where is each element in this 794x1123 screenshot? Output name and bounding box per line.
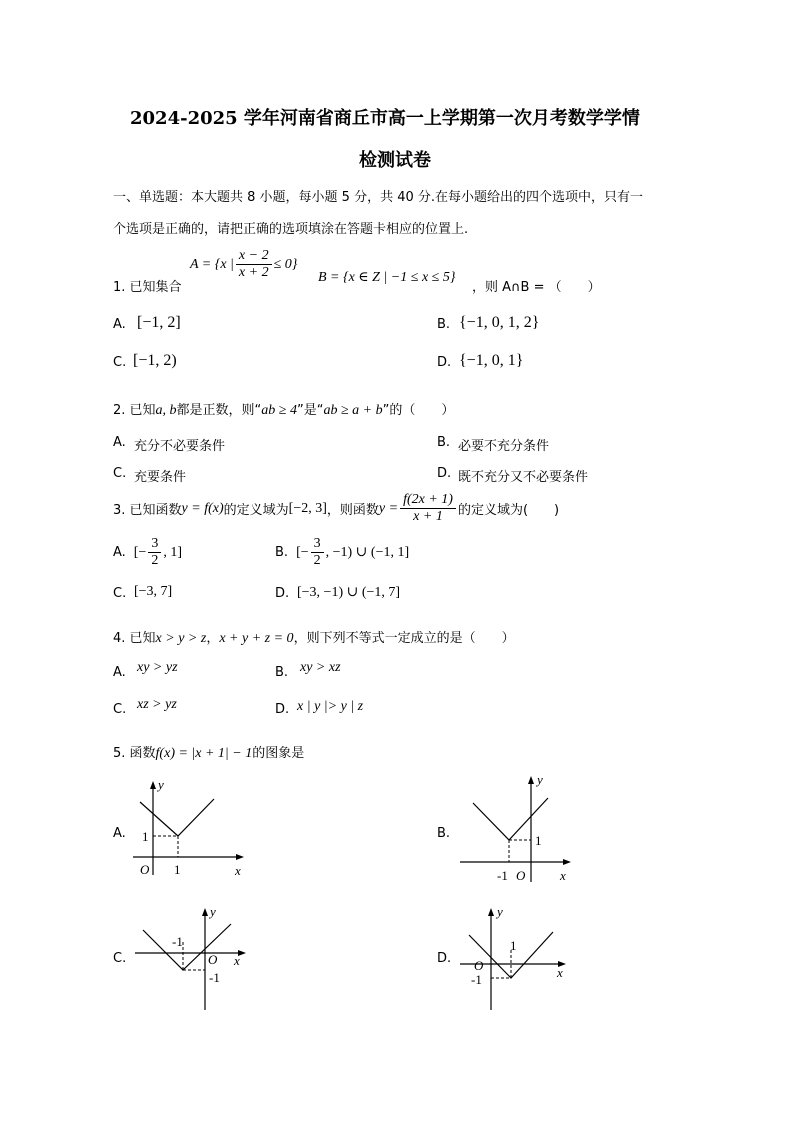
q2-option-b: 必要不充分条件 [458, 439, 550, 454]
q2-option-c-label: C. [113, 466, 127, 481]
q3-option-a-den: 2 [151, 553, 159, 568]
page-title-line1: 2024-2025 学年河南省商丘市高一上学期第一次月考数学学情 [130, 108, 640, 129]
q4-option-c: xz > yz [137, 697, 177, 712]
q2-tail: ”的（ ） [382, 403, 455, 418]
q4-cond1: x > y > z [155, 631, 207, 646]
q4-tail: ，则下列不等式一定成立的是（ ） [293, 631, 515, 646]
origin-label: O [474, 958, 484, 973]
q3-option-c: [−3, 7] [134, 584, 173, 599]
tick-y-label: -1 [209, 970, 220, 985]
q3-mid2: ，则函数 [326, 503, 379, 518]
q4-stem: 4. 已知 [113, 631, 156, 646]
question-5-stem [113, 742, 304, 762]
q1-option-c-label: C. [113, 355, 127, 370]
q1-set-a-den: x + 2 [238, 265, 269, 280]
q1-set-b: B = {x ∈ Z | −1 ≤ x ≤ 5} [318, 270, 456, 285]
question-1-stem [113, 253, 182, 297]
q5-tail: 的图象是 [252, 746, 305, 761]
y-label: y [158, 777, 164, 792]
q1-set-a-fraction [236, 248, 272, 281]
q3-option-b-pre: [− [296, 544, 309, 560]
q2-option-b-label: B. [437, 435, 451, 450]
q5-func: f(x) = |x + 1| − 1 [155, 746, 253, 761]
q3-option-b-den: 2 [313, 553, 321, 568]
q1-stem-text: 1. 已知集合 [113, 280, 182, 295]
q3-option-a [113, 536, 182, 569]
graph-line [143, 924, 231, 970]
q3-option-a-frac [148, 536, 161, 569]
q1-set-a-prefix: A = {x | [190, 256, 234, 272]
q3-option-d: [−3, −1) ∪ (−1, 7] [297, 585, 401, 600]
question-2-stem [113, 399, 454, 419]
x-arrow-icon [563, 859, 571, 865]
q3-func2-den: x + 1 [413, 509, 443, 524]
tick-y-label: 1 [535, 833, 542, 848]
q1-option-a: [−1, 2] [137, 314, 181, 331]
q3-func2-fraction [400, 492, 456, 525]
q3-option-b-label: B. [275, 545, 289, 560]
q3-option-b-frac [311, 536, 324, 569]
q4-option-c-label: C. [113, 702, 127, 717]
origin-label: O [516, 868, 526, 883]
q1-set-a-num: x − 2 [236, 248, 272, 265]
y-label: y [537, 772, 543, 787]
q5-graph-d [455, 902, 580, 1012]
q3-option-a-num: 3 [148, 536, 161, 553]
y-arrow-icon [488, 908, 494, 916]
q3-option-c-label: C. [113, 586, 127, 601]
origin-label: O [208, 952, 218, 967]
q3-func2-prefix: y = [378, 500, 399, 516]
q1-option-a-label: A. [113, 317, 126, 332]
tick-y-label: -1 [471, 972, 482, 987]
q3-func1: y = f(x) [181, 500, 224, 516]
q1-tail: ，则 A∩B = （ ） [472, 280, 601, 295]
q2-option-a: 充分不必要条件 [134, 439, 226, 454]
x-arrow-icon [236, 854, 244, 860]
q2-cond2: ab ≥ a + b [323, 403, 383, 418]
q5-option-b-label: B. [437, 826, 451, 841]
y-arrow-icon [528, 776, 534, 784]
q4-option-a: xy > yz [137, 660, 178, 675]
y-label: y [210, 904, 216, 919]
q3-stem: 3. 已知函数 [113, 503, 182, 518]
q2-option-d-label: D. [437, 466, 452, 481]
q5-graph-c [135, 902, 260, 1012]
q4-option-d: x | y |> y | z [297, 699, 364, 714]
q5-graph-b [455, 770, 580, 885]
q3-option-b-post: , −1) ∪ (−1, 1] [325, 545, 410, 560]
q4-option-b-label: B. [275, 665, 289, 680]
tick-y-label: 1 [142, 829, 149, 844]
q1-set-a [190, 248, 297, 281]
q3-option-b [275, 536, 409, 569]
q1-option-d-label: D. [437, 355, 452, 370]
q3-option-d-label: D. [275, 586, 290, 601]
origin-label: O [140, 862, 150, 877]
q3-option-b-num: 3 [311, 536, 324, 553]
q1-set-a-suffix: ≤ 0} [273, 256, 298, 272]
section-instructions-line2: 个选项是正确的，请把正确的选项填涂在答题卡相应的位置上. [113, 222, 469, 237]
graph-line [140, 799, 214, 836]
q2-mid: 都是正数，则“ [176, 403, 262, 418]
q5-option-c-label: C. [113, 951, 127, 966]
q4-cond2: x + y + z = 0 [219, 631, 294, 646]
q3-tail: 的定义域为( ) [457, 503, 560, 518]
q2-stem: 2. 已知 [113, 403, 156, 418]
y-label: y [497, 904, 503, 919]
q2-option-c: 充要条件 [134, 470, 187, 485]
q4-option-b: xy > xz [300, 660, 341, 675]
q2-ab: a, b [155, 403, 177, 418]
q2-option-d: 既不充分又不必要条件 [458, 470, 589, 485]
tick-x-label: 1 [174, 862, 181, 877]
q3-option-a-pre: [− [133, 544, 147, 560]
question-3-stem [113, 492, 559, 525]
question-4-stem [113, 627, 515, 647]
q1-option-b: {−1, 0, 1, 2} [459, 314, 540, 331]
q2-option-a-label: A. [113, 435, 126, 450]
q3-domain: [−2, 3] [288, 500, 327, 516]
section-instructions-line1: 一、单选题：本大题共 8 小题，每小题 5 分，共 40 分.在每小题给出的四个选项中，只有一 [113, 190, 644, 205]
q3-option-a-post: , 1] [163, 544, 183, 560]
q3-func2-num: f(2x + 1) [400, 492, 456, 509]
q2-cond1: ab ≥ 4 [261, 403, 297, 418]
q5-option-d-label: D. [437, 951, 452, 966]
tick-x-label: 1 [510, 938, 517, 953]
q4-option-d-label: D. [275, 702, 290, 717]
tick-x-label: -1 [497, 868, 508, 883]
q3-mid: 的定义域为 [223, 503, 289, 518]
q4-sep: ， [206, 631, 220, 646]
q1-option-c: [−1, 2) [133, 352, 177, 369]
q5-stem: 5. 函数 [113, 746, 156, 761]
page-title-line2: 检测试卷 [359, 150, 431, 171]
q5-option-a-label: A. [113, 826, 126, 841]
q4-option-a-label: A. [113, 665, 126, 680]
q3-option-a-label: A. [113, 545, 126, 560]
x-label: x [235, 863, 241, 878]
x-label: x [560, 868, 566, 883]
x-label: x [234, 953, 240, 968]
q1-option-b-label: B. [437, 317, 451, 332]
y-arrow-icon [150, 781, 156, 789]
tick-x-label: -1 [172, 934, 183, 949]
q1-option-d: {−1, 0, 1} [459, 352, 524, 369]
q2-mid2: ”是“ [296, 403, 324, 418]
x-label: x [557, 965, 563, 980]
y-arrow-icon [202, 908, 208, 916]
q5-graph-a [128, 775, 253, 880]
